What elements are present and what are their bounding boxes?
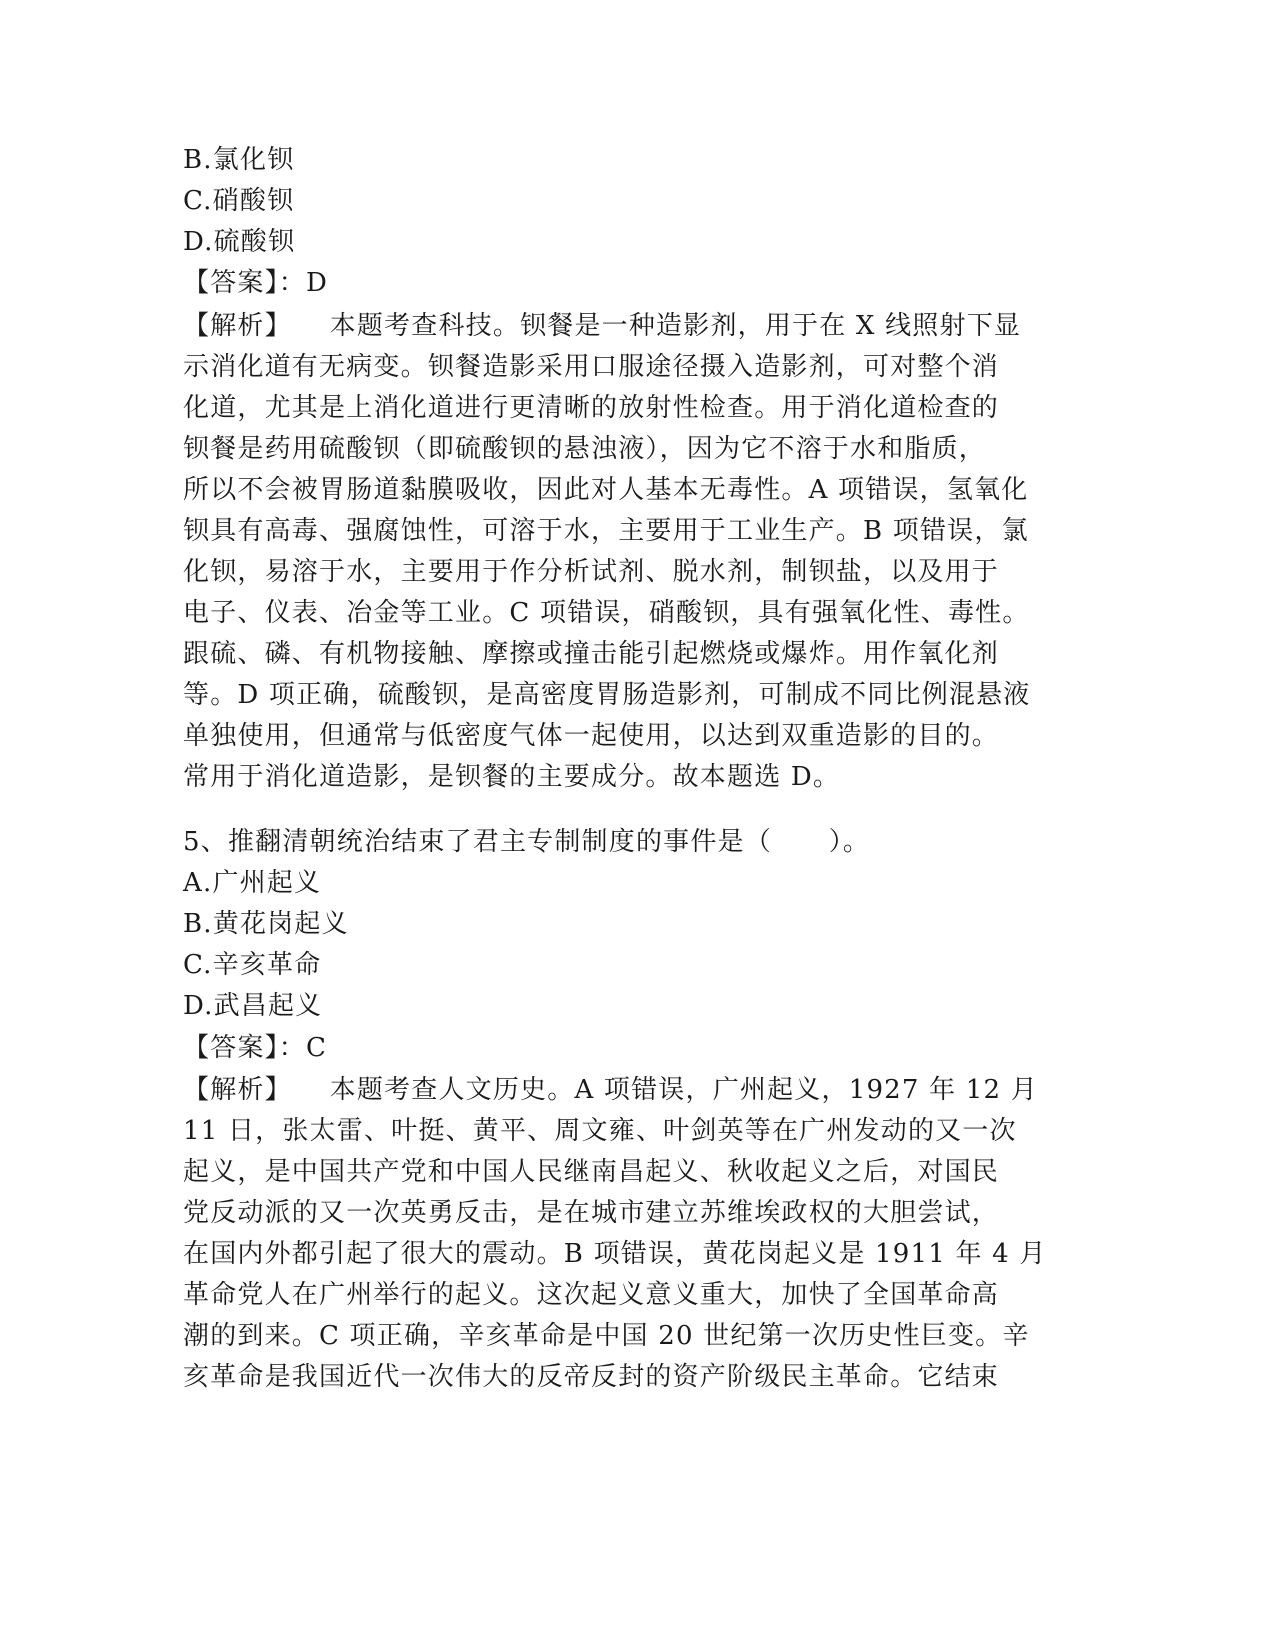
q5-analysis-line: 【解析】 本题考查人文历史。A 项错误，广州起义，1927 年 12 月 [183,1075,1038,1105]
q4-analysis-line: 化钡，易溶于水，主要用于作分析试剂、脱水剂，制钡盐，以及用于 [183,557,1000,587]
q5-answer: 【答案】：C [183,1033,328,1063]
q4-option-d: D.硫酸钡 [183,227,296,257]
q5-analysis-line: 亥革命是我国近代一次伟大的反帝反封的资产阶级民主革命。它结束 [183,1362,1000,1392]
q5-analysis-line: 起义，是中国共产党和中国人民继南昌起义、秋收起义之后，对国民 [183,1157,1000,1187]
q4-option-b: B.氯化钡 [183,145,295,175]
q4-analysis-line: 钡餐是药用硫酸钡（即硫酸钡的悬浊液），因为它不溶于水和脂质， [183,434,987,464]
q4-analysis-line: 钡具有高毒、强腐蚀性，可溶于水，主要用于工业生产。B 项错误，氯 [183,516,1029,546]
q4-analysis-line: 化道，尤其是上消化道进行更清晰的放射性检查。用于消化道检查的 [183,393,1000,423]
q5-analysis-line: 革命党人在广州举行的起义。这次起义意义重大，加快了全国革命高 [183,1280,1000,1310]
q5-option-b: B.黄花岗起义 [183,909,349,939]
q4-analysis-line: 单独使用，但通常与低密度气体一起使用，以达到双重造影的目的。 [183,721,1000,751]
q5-analysis-line: 党反动派的又一次英勇反击，是在城市建立苏维埃政权的大胆尝试， [183,1198,1000,1228]
q5-question: 5、推翻清朝统治结束了君主专制制度的事件是（ ）。 [183,827,871,857]
q5-option-a: A.广州起义 [183,868,322,898]
q4-analysis-line: 电子、仪表、冶金等工业。C 项错误，硝酸钡，具有强氧化性、毒性。 [183,598,1030,628]
q5-analysis-line: 在国内外都引起了很大的震动。B 项错误，黄花岗起义是 1911 年 4 月 [183,1239,1047,1269]
q4-option-c: C.硝酸钡 [183,186,295,216]
q4-analysis-line: 常用于消化道造影，是钡餐的主要成分。故本题选 D。 [183,762,841,792]
q5-analysis-line: 11 日，张太雷、叶挺、黄平、周文雍、叶剑英等在广州发动的又一次 [183,1116,1017,1146]
q4-answer: 【答案】：D [183,268,329,298]
q4-analysis-line: 示消化道有无病变。钡餐造影采用口服途径摄入造影剂，可对整个消 [183,352,1000,382]
q4-analysis-line: 所以不会被胃肠道黏膜吸收，因此对人基本无毒性。A 项错误，氢氧化 [183,475,1029,505]
q4-analysis-line: 跟硫、磷、有机物接触、摩擦或撞击能引起燃烧或爆炸。用作氧化剂 [183,639,1000,669]
q4-analysis-line: 等。D 项正确，硫酸钡，是高密度胃肠造影剂，可制成不同比例混悬液 [183,680,1031,710]
q5-option-c: C.辛亥革命 [183,950,322,980]
q4-analysis-line: 【解析】 本题考查科技。钡餐是一种造影剂，用于在 X 线照射下显 [183,311,1022,341]
q5-analysis-line: 潮的到来。C 项正确，辛亥革命是中国 20 世纪第一次历史性巨变。辛 [183,1321,1030,1351]
q5-option-d: D.武昌起义 [183,991,323,1021]
